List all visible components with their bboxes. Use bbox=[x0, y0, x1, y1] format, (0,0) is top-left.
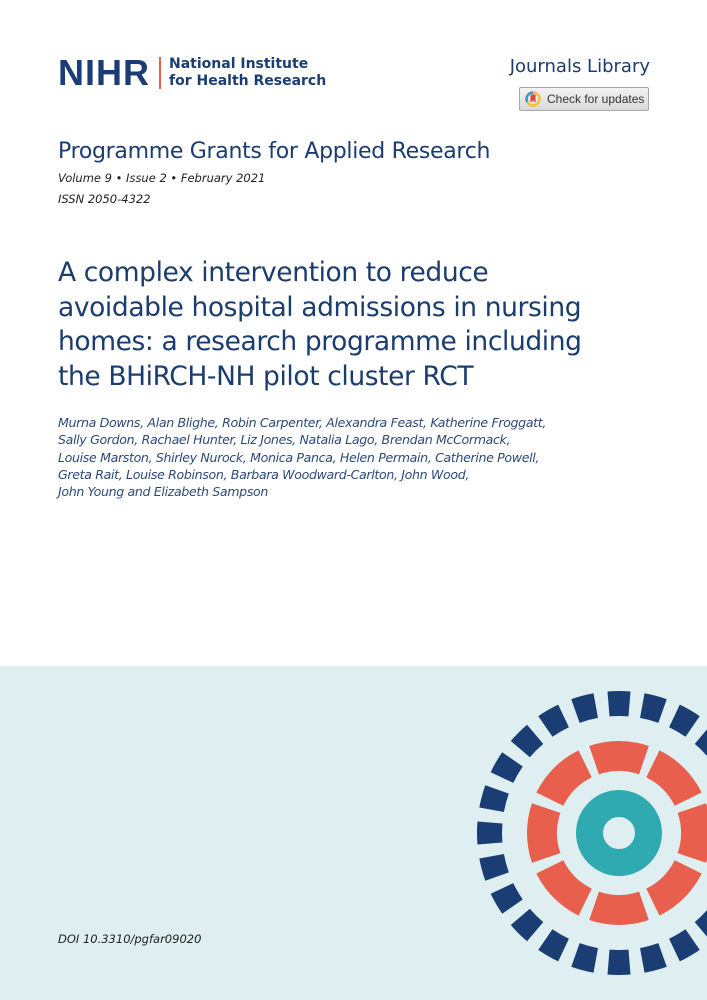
title-line: avoidable hospital admissions in nursing bbox=[58, 291, 582, 323]
logo-abbreviation: NIHR bbox=[58, 52, 150, 93]
logo-full-name bbox=[169, 56, 326, 90]
author-line: John Young and Elizabeth Sampson bbox=[58, 484, 269, 500]
author-list bbox=[58, 414, 558, 500]
author-line: Sally Gordon, Rachael Hunter, Liz Jones, Natalia Lago, Brendan McCormack, bbox=[58, 432, 511, 448]
issn: ISSN 2050-4322 bbox=[58, 192, 151, 206]
nihr-logo bbox=[58, 52, 327, 93]
check-for-updates-button[interactable] bbox=[519, 87, 649, 111]
title-line: homes: a research programme including bbox=[58, 326, 582, 357]
title-line: the BHiRCH-NH pilot cluster RCT bbox=[58, 360, 474, 392]
logo-divider bbox=[159, 57, 161, 89]
author-line: Murna Downs, Alan Blighe, Robin Carpenter, Alexandra Feast, Katherine Froggatt, bbox=[58, 415, 547, 430]
logo-line-2: for Health Research bbox=[169, 73, 327, 89]
issue-info: Volume 9 • Issue 2 • February 2021 bbox=[58, 171, 266, 185]
logo-line-1: National Institute bbox=[169, 56, 309, 72]
check-for-updates-label: Check for updates bbox=[547, 92, 645, 106]
bookmark-update-icon bbox=[525, 91, 541, 107]
doi: DOI 10.3310/pgfar09020 bbox=[58, 932, 202, 946]
author-line: Greta Rait, Louise Robinson, Barbara Woodward-Carlton, John Wood, bbox=[58, 466, 470, 482]
cover-bottom-panel bbox=[0, 666, 707, 1000]
author-line: Louise Marston, Shirley Nurock, Monica Panca, Helen Permain, Catherine Powell, bbox=[58, 449, 540, 465]
title-line: A complex intervention to reduce bbox=[58, 257, 489, 288]
article-title bbox=[58, 256, 618, 394]
journal-series-title: Programme Grants for Applied Research bbox=[58, 139, 491, 164]
journals-library-label: Journals Library bbox=[509, 56, 650, 77]
